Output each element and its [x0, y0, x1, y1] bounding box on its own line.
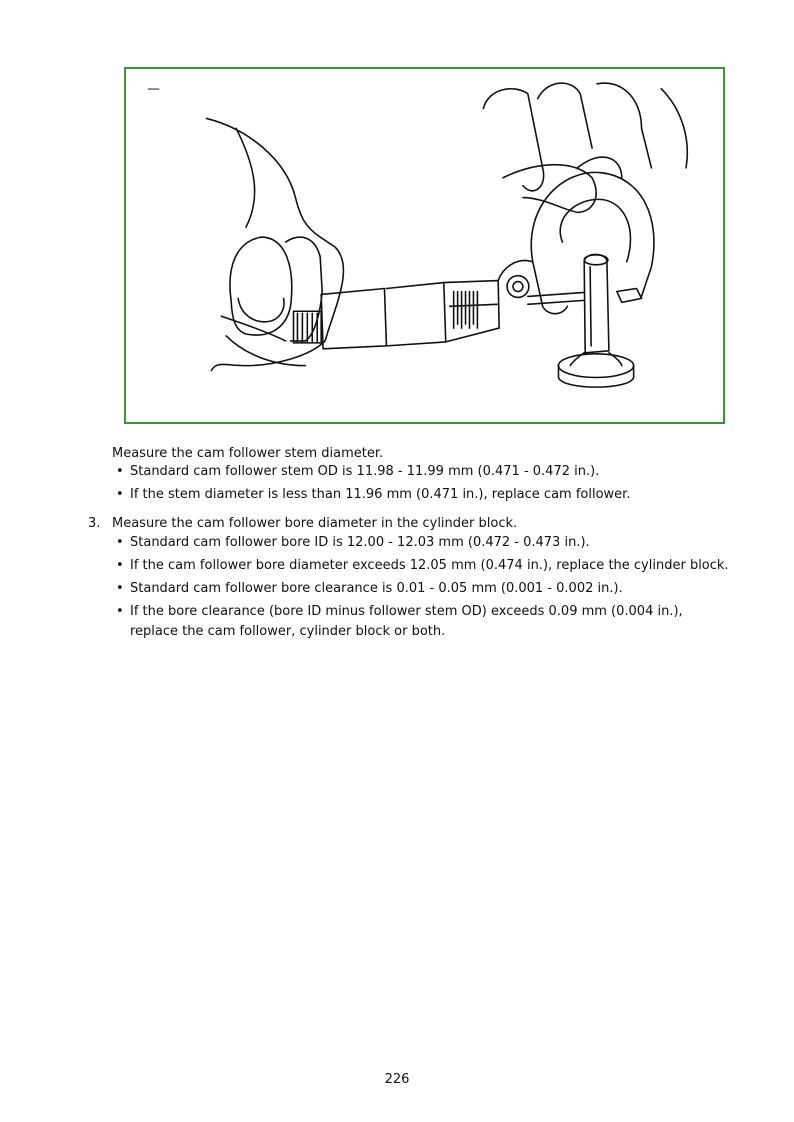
page-number: 226: [384, 1072, 410, 1087]
bullet-icon: •: [116, 535, 124, 550]
step3-bullet-4: If the bore clearance (bore ID minus follower stem OD) exceeds 0.09 mm (0.004 in.), replace the cam follower, cylinder block or both.: [130, 604, 683, 639]
micrometer-illustration: [124, 67, 725, 424]
intro-bullet-2: If the stem diameter is less than 11.96 mm (0.471 in.), replace cam follower.: [130, 487, 631, 502]
bullet-icon: •: [116, 558, 124, 573]
intro-text: Measure the cam follower stem diameter.: [112, 446, 384, 461]
step3-text: Measure the cam follower bore diameter in the cylinder block.: [112, 516, 518, 531]
step3-bullet-2: If the cam follower bore diameter exceeds 12.05 mm (0.474 in.), replace the cylinder block.: [130, 558, 729, 573]
bullet-icon: •: [116, 487, 124, 502]
bullet-icon: •: [116, 581, 124, 596]
intro-bullet-1: Standard cam follower stem OD is 11.98 - 11.99 mm (0.471 - 0.472 in.).: [130, 464, 600, 479]
step3-bullet-3: Standard cam follower bore clearance is 0.01 - 0.05 mm (0.001 - 0.002 in.).: [130, 581, 623, 596]
figure-marker: —: [147, 81, 160, 97]
micrometer-drawing: [126, 69, 723, 422]
step-number: 3.: [88, 516, 101, 531]
step3-bullet-1: Standard cam follower bore ID is 12.00 - 12.03 mm (0.472 - 0.473 in.).: [130, 535, 590, 550]
bullet-icon: •: [116, 604, 124, 619]
bullet-icon: •: [116, 464, 124, 479]
